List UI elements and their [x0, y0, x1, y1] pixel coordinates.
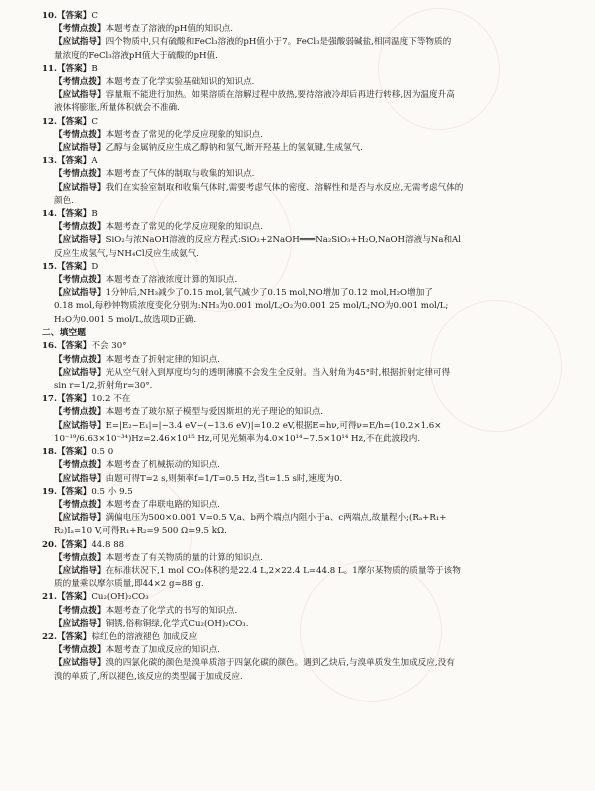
answer-line	[42, 644, 549, 657]
answer-continuation: 液体将膨胀,所量体积就会不准确.	[54, 103, 180, 114]
answer-line	[42, 671, 549, 684]
answer-line	[42, 499, 549, 512]
question-number: 14.	[42, 209, 57, 220]
answer-line	[42, 36, 549, 49]
answer-line	[42, 618, 549, 631]
answer-tag: 【考情点拨】	[54, 460, 106, 471]
answer-text: 乙醇与金属钠反应生成乙醇钠和氢气,断开羟基上的氢氧键,生成氢气.	[105, 143, 363, 154]
answer-tag: 【应试指导】	[54, 37, 106, 48]
answer-text: 不会 30°	[91, 341, 127, 352]
answer-item	[42, 631, 549, 684]
answer-line	[42, 657, 549, 670]
answer-line	[42, 221, 549, 234]
answer-text: B	[91, 209, 98, 220]
answer-tag: 【答案】	[56, 486, 92, 497]
answer-line	[42, 367, 549, 380]
answer-tag: 【应试指导】	[54, 367, 106, 378]
answer-text: 在标准状况下,1 mol CO₂体积约是22.4 L,2×22.4 L=44.8 L。1摩尔某物质的质量等于该物	[105, 565, 461, 576]
answer-text: 容量瓶不能进行加热。如果溶质在溶解过程中放热,要待溶液冷却后再进行转移,因为温度升高	[105, 90, 455, 101]
answer-line	[42, 274, 549, 287]
answer-text: 本题考查了折射定律的知识点.	[105, 354, 221, 365]
answer-line	[42, 234, 549, 247]
answer-item	[42, 486, 549, 539]
answer-text: 本题考查了加成反应的知识点.	[105, 645, 221, 656]
answer-continuation: 颜色.	[54, 195, 74, 206]
answer-line	[42, 116, 549, 129]
answer-item	[42, 446, 549, 486]
question-number: 17.	[42, 394, 57, 405]
answer-line	[42, 63, 549, 76]
answer-tag: 【考情点拨】	[54, 407, 106, 418]
question-number: 16.	[42, 341, 57, 352]
answer-continuation: 溴的单质了,所以褪色,该反应的类型属于加成反应.	[54, 671, 243, 682]
answer-tag: 【应试指导】	[54, 182, 106, 193]
answer-tag: 【考情点拨】	[54, 354, 106, 365]
answer-line	[42, 459, 549, 472]
answer-line	[42, 354, 549, 367]
answer-item	[42, 340, 549, 393]
answer-line	[42, 76, 549, 89]
answer-line	[42, 420, 549, 433]
question-number: 18.	[42, 447, 57, 458]
answer-text: 本题考查了常见的化学反应现象的知识点.	[105, 222, 263, 233]
answer-line	[42, 23, 549, 36]
answer-line	[42, 287, 549, 300]
answer-tag: 【应试指导】	[54, 235, 106, 246]
answer-line	[42, 10, 549, 23]
answer-line	[42, 142, 549, 155]
answer-continuation: H₂O为0.001 5 mol/L,故选项D正确.	[54, 314, 197, 325]
answer-item	[42, 539, 549, 592]
answer-text: 10.2 不在	[91, 394, 131, 405]
answer-line	[42, 129, 549, 142]
answer-text: 光从空气射入到厚度均匀的透明薄膜不会发生全反射。当入射角为45°时,根据折射定律可得	[105, 367, 451, 378]
answer-line	[42, 578, 549, 591]
answer-line	[42, 300, 549, 313]
answer-text: 本题考查了有关物质的量的计算的知识点.	[105, 552, 263, 563]
answer-line	[42, 208, 549, 221]
answer-text: D	[91, 261, 99, 272]
answer-text: Cu₂(OH)₂CO₃	[91, 592, 149, 603]
answer-tag: 【答案】	[56, 447, 92, 458]
answer-text: 本题考查了溶液浓度计算的知识点.	[105, 275, 238, 286]
answer-line	[42, 380, 549, 393]
answer-tag: 【考情点拨】	[54, 605, 106, 616]
answer-line	[42, 525, 549, 538]
answer-continuation: 质的量乘以摩尔质量,即44×2 g=88 g.	[54, 579, 204, 590]
answer-tag: 【答案】	[56, 592, 92, 603]
answer-tag: 【答案】	[56, 116, 92, 127]
question-number: 19.	[42, 486, 57, 497]
answer-text: C	[91, 116, 98, 127]
answer-content	[42, 10, 549, 684]
answer-line	[42, 446, 549, 459]
answer-continuation: 0.18 mol,每秒钟物质浓度变化分别为:NH₃为0.001 mol/L;O₂为0.001 25 mol/L;NO为0.001 mol/L;	[54, 301, 449, 312]
answer-text: C	[91, 11, 98, 21]
answer-text: SiO₂与浓NaOH溶液的反应方程式:SiO₂+2NaOH═══Na₂SiO₃+H₂O,NaOH溶液与Na和Al	[105, 235, 462, 246]
answer-text: 铜锈,俗称铜绿,化学式Cu₂(OH)₂CO₃.	[105, 618, 249, 629]
answer-tag: 【考情点拨】	[54, 129, 106, 140]
answer-tag: 【应试指导】	[54, 143, 106, 154]
answer-tag: 【应试指导】	[54, 658, 106, 669]
answer-tag: 【考情点拨】	[54, 645, 106, 656]
answer-line	[42, 393, 549, 406]
answer-item	[42, 591, 549, 631]
answer-tag: 【应试指导】	[54, 288, 106, 299]
answer-text: 本题考查了玻尔原子模型与爱因斯坦的光子理论的知识点.	[105, 407, 324, 418]
answer-line	[42, 433, 549, 446]
answer-tag: 【应试指导】	[54, 513, 106, 524]
answer-line	[42, 168, 549, 181]
answer-text: 本题考查了溶液的pH值的知识点.	[105, 24, 234, 35]
answer-tag: 【答案】	[56, 63, 92, 74]
answer-item	[42, 116, 549, 156]
answer-tag: 【应试指导】	[54, 618, 106, 629]
answer-tag: 【答案】	[56, 341, 92, 352]
answer-line	[42, 512, 549, 525]
answer-text: 本题考查了机械振动的知识点.	[105, 460, 221, 471]
answer-text: 本题考查了常见的化学反应现象的知识点.	[105, 129, 263, 140]
answer-continuation: sin r=1/2,折射角r=30°.	[54, 381, 153, 392]
question-number: 11.	[42, 63, 57, 74]
answer-tag: 【应试指导】	[54, 420, 106, 431]
question-number: 13.	[42, 156, 57, 167]
answer-tag: 【答案】	[56, 539, 92, 550]
answer-line	[42, 539, 549, 552]
answer-item	[42, 10, 549, 63]
answer-line	[42, 89, 549, 102]
answer-text: 溴的四氯化碳的颜色是溴单质溶于四氯化碳的颜色。遇到乙炔后,与溴单质发生加成反应,没有	[105, 658, 455, 669]
answer-text: 44.8 88	[91, 539, 125, 550]
answer-continuation: 10⁻¹⁹/6.63×10⁻³⁴)Hz=2.46×10¹⁵ Hz,可见光频率为4.0×10¹⁴~7.5×10¹⁴ Hz,不在此波段内.	[54, 433, 421, 444]
answer-item	[42, 393, 549, 446]
answer-line	[42, 473, 549, 486]
answer-tag: 【答案】	[56, 209, 92, 220]
answer-tag: 【答案】	[56, 631, 92, 642]
question-number: 10.	[42, 11, 57, 21]
answer-line	[42, 195, 549, 208]
answer-text: B	[91, 63, 98, 74]
answer-line	[42, 50, 549, 63]
answer-line	[42, 565, 549, 578]
answer-item	[42, 155, 549, 208]
answer-text: 本题考查了气体的制取与收集的知识点.	[105, 169, 255, 180]
answer-continuation: 量浓度的FeCl₃溶液pH值大于硫酸的pH值.	[54, 50, 218, 61]
answer-line	[42, 182, 549, 195]
answer-tag: 【考情点拨】	[54, 77, 106, 88]
answer-line	[42, 406, 549, 419]
answer-line	[42, 102, 549, 115]
answer-text: 四个物质中,只有硫酸和FeCl₃溶液的pH值小于7。FeCl₃是强酸弱碱盐,相同温度下等物质的	[105, 37, 452, 48]
answer-item	[42, 208, 549, 261]
answer-line	[42, 261, 549, 274]
question-number: 21.	[42, 592, 57, 603]
answer-text: 我们在实验室制取和收集气体时,需要考虑气体的密度、溶解性和是否与水反应,无需考虑气体的	[105, 182, 464, 193]
answer-tag: 【考情点拨】	[54, 222, 106, 233]
answer-text: 0.5 小 9.5	[91, 486, 133, 497]
answer-text: 本题考查了化学实验基础知识的知识点.	[105, 77, 255, 88]
answer-line	[42, 631, 549, 644]
answer-tag: 【答案】	[56, 394, 92, 405]
answer-line	[42, 552, 549, 565]
answer-text: 满偏电压为500×0.001 V=0.5 V,a、b两个端点内阻小于a、c两端点,故量程小;(Rₐ+R₁+	[105, 513, 447, 524]
answer-tag: 【应试指导】	[54, 473, 106, 484]
section-heading: 二、填空题	[42, 327, 86, 338]
answer-tag: 【考情点拨】	[54, 552, 106, 563]
question-number: 20.	[42, 539, 57, 550]
answer-text: 1分钟后,NH₃减少了0.15 mol,氧气减少了0.15 mol,NO增加了0.12 mol,H₂O增加了	[105, 288, 433, 299]
question-number: 12.	[42, 116, 57, 127]
answer-text: A	[91, 156, 98, 167]
answer-text: 由题可得T=2 s,则频率f=1/T=0.5 Hz,当t=1.5 s时,速度为0.	[105, 473, 343, 484]
answer-line	[42, 591, 549, 604]
answer-continuation: 反应生成氢气,与NH₄Cl反应生成氨气.	[54, 248, 199, 259]
answer-tag: 【考情点拨】	[54, 499, 106, 510]
answer-tag: 【答案】	[56, 261, 92, 272]
answer-line	[42, 605, 549, 618]
question-number: 22.	[42, 631, 57, 642]
answer-text: 本题考查了串联电路的知识点.	[105, 499, 221, 510]
answer-text: 棕红色的溶液褪色 加成反应	[91, 631, 198, 642]
answer-tag: 【考情点拨】	[54, 24, 106, 35]
answer-continuation: R₂)Iₐ=10 V,可得R₁+R₂=9 500 Ω=9.5 kΩ.	[54, 526, 227, 537]
answer-text: 0.5 0	[91, 447, 114, 458]
answer-item	[42, 63, 549, 116]
answer-tag: 【应试指导】	[54, 565, 106, 576]
answer-tag: 【考情点拨】	[54, 275, 106, 286]
answer-item	[42, 261, 549, 327]
question-number: 15.	[42, 261, 57, 272]
answer-tag: 【考情点拨】	[54, 169, 106, 180]
answer-line	[42, 486, 549, 499]
answer-text: E=|E₂−E₁|=|−3.4 eV−(−13.6 eV)|=10.2 eV,根据E=hν,可得ν=E/h=(10.2×1.6×	[105, 420, 442, 431]
answer-text: 本题考查了化学式的书写的知识点.	[105, 605, 238, 616]
answer-line	[42, 155, 549, 168]
answer-tag: 【答案】	[56, 156, 92, 167]
answer-line	[42, 340, 549, 353]
answer-line	[42, 314, 549, 327]
answer-line	[42, 248, 549, 261]
answer-tag: 【答案】	[56, 11, 92, 21]
answer-tag: 【应试指导】	[54, 90, 106, 101]
